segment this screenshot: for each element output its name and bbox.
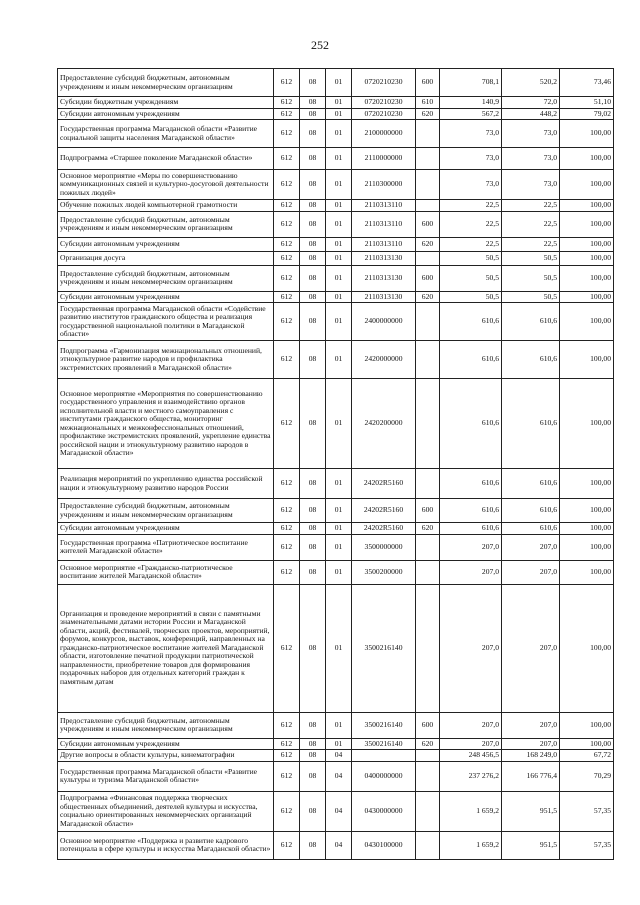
row-subsection-code: 01: [326, 237, 352, 251]
table-row: [58, 97, 614, 109]
row-planned-amount: 610,6: [440, 303, 502, 341]
row-target-code: 2110313110: [352, 237, 416, 251]
row-target-code: 2110313130: [352, 291, 416, 303]
row-executed-amount: 610,6: [502, 523, 560, 535]
row-section-code: 08: [300, 148, 326, 170]
row-name: Обучение пожилых людей компьютерной грамотности: [58, 200, 274, 212]
row-section-code: 08: [300, 738, 326, 750]
row-execution-percent: 100,00: [560, 251, 614, 265]
row-ministry-code: 612: [274, 303, 300, 341]
row-subsection-code: 01: [326, 534, 352, 560]
row-expense-type: 620: [416, 237, 440, 251]
row-subsection-code: 01: [326, 469, 352, 499]
row-expense-type: [416, 148, 440, 170]
row-executed-amount: 22,5: [502, 237, 560, 251]
row-target-code: 2400000000: [352, 303, 416, 341]
row-planned-amount: 1 659,2: [440, 791, 502, 831]
row-planned-amount: 50,5: [440, 265, 502, 291]
row-name: Предоставление субсидий бюджетным, автономным учреждениям и иным некоммерческим организациям: [58, 499, 274, 523]
row-executed-amount: 951,5: [502, 791, 560, 831]
row-execution-percent: 79,02: [560, 108, 614, 120]
row-section-code: 08: [300, 97, 326, 109]
row-section-code: 08: [300, 120, 326, 148]
table-row: [58, 170, 614, 200]
row-executed-amount: 168 249,0: [502, 750, 560, 762]
row-execution-percent: 100,00: [560, 265, 614, 291]
row-planned-amount: 22,5: [440, 200, 502, 212]
row-target-code: 2100000000: [352, 120, 416, 148]
row-name: Основное мероприятие «Гражданско-патриотическое воспитание жителей Магаданской области»: [58, 560, 274, 584]
row-expense-type: [416, 303, 440, 341]
row-name: Предоставление субсидий бюджетным, автономным учреждениям и иным некоммерческим организациям: [58, 211, 274, 237]
row-executed-amount: 207,0: [502, 712, 560, 738]
row-section-code: 08: [300, 379, 326, 469]
row-target-code: 3500000000: [352, 534, 416, 560]
row-execution-percent: 100,00: [560, 148, 614, 170]
row-planned-amount: 50,5: [440, 291, 502, 303]
table-row: [58, 560, 614, 584]
row-target-code: 0430100000: [352, 831, 416, 859]
row-ministry-code: 612: [274, 170, 300, 200]
row-planned-amount: 140,9: [440, 97, 502, 109]
table-row: [58, 712, 614, 738]
row-executed-amount: 610,6: [502, 499, 560, 523]
row-section-code: 08: [300, 791, 326, 831]
row-subsection-code: 04: [326, 761, 352, 791]
row-expense-type: [416, 584, 440, 712]
row-execution-percent: 100,00: [560, 341, 614, 379]
row-planned-amount: 207,0: [440, 738, 502, 750]
row-name: Организация досуга: [58, 251, 274, 265]
row-planned-amount: 50,5: [440, 251, 502, 265]
row-section-code: 08: [300, 341, 326, 379]
row-executed-amount: 207,0: [502, 534, 560, 560]
row-target-code: 0400000000: [352, 761, 416, 791]
row-ministry-code: 612: [274, 791, 300, 831]
row-ministry-code: 612: [274, 108, 300, 120]
row-name: Основное мероприятие «Мероприятия по совершенствованию государственного управления и взаимодействию органов исполнительной власти и местного самоуправления с институтами гражданского общества, мониторинг межнациональных и межконфессиональных отношений, профилактике экстремистских проявлений, укрепление единства российской нации и этнокультурному развитию народов в Магаданской области»: [58, 379, 274, 469]
row-expense-type: [416, 379, 440, 469]
row-executed-amount: 207,0: [502, 738, 560, 750]
row-expense-type: 600: [416, 499, 440, 523]
table-row: [58, 534, 614, 560]
row-executed-amount: 73,0: [502, 148, 560, 170]
row-executed-amount: 50,5: [502, 265, 560, 291]
row-name: Государственная программа Магаданской области «Содействие развитию институтов гражданского общества и реализация государственной национальной политики в Магаданской области»: [58, 303, 274, 341]
row-section-code: 08: [300, 303, 326, 341]
row-expense-type: 600: [416, 265, 440, 291]
row-target-code: 3500216140: [352, 584, 416, 712]
row-ministry-code: 612: [274, 379, 300, 469]
row-subsection-code: 01: [326, 584, 352, 712]
row-ministry-code: 612: [274, 831, 300, 859]
table-row: [58, 584, 614, 712]
row-expense-type: [416, 791, 440, 831]
table-row: [58, 469, 614, 499]
row-ministry-code: 612: [274, 237, 300, 251]
row-name: Субсидии автономным учреждениям: [58, 108, 274, 120]
row-target-code: 0720210230: [352, 97, 416, 109]
row-subsection-code: 01: [326, 200, 352, 212]
row-subsection-code: 01: [326, 251, 352, 265]
row-ministry-code: 612: [274, 291, 300, 303]
table-row: [58, 108, 614, 120]
row-expense-type: [416, 761, 440, 791]
row-target-code: 2110300000: [352, 170, 416, 200]
row-name: Подпрограмма «Финансовая поддержка творческих общественных объединений, деятелей культуры и искусства, социально ориентированных некоммерческих организаций Магаданской области»: [58, 791, 274, 831]
row-planned-amount: 207,0: [440, 584, 502, 712]
table-row: [58, 237, 614, 251]
table-row: [58, 148, 614, 170]
row-target-code: 2110313110: [352, 211, 416, 237]
row-section-code: 08: [300, 291, 326, 303]
row-executed-amount: 72,0: [502, 97, 560, 109]
row-planned-amount: 73,0: [440, 170, 502, 200]
row-section-code: 08: [300, 211, 326, 237]
row-expense-type: [416, 341, 440, 379]
row-executed-amount: 448,2: [502, 108, 560, 120]
row-ministry-code: 612: [274, 211, 300, 237]
row-section-code: 08: [300, 761, 326, 791]
row-execution-percent: 73,46: [560, 69, 614, 97]
row-name: Предоставление субсидий бюджетным, автономным учреждениям и иным некоммерческим организациям: [58, 712, 274, 738]
row-planned-amount: 1 659,2: [440, 831, 502, 859]
row-execution-percent: 100,00: [560, 523, 614, 535]
row-executed-amount: 73,0: [502, 170, 560, 200]
row-target-code: 2110313130: [352, 251, 416, 265]
row-expense-type: 600: [416, 69, 440, 97]
row-name: Основное мероприятие «Меры по совершенствованию коммуникационных связей и культурно-досуговой деятельности пожилых людей»: [58, 170, 274, 200]
row-subsection-code: 01: [326, 108, 352, 120]
row-planned-amount: 610,6: [440, 341, 502, 379]
row-expense-type: [416, 170, 440, 200]
row-expense-type: [416, 560, 440, 584]
row-execution-percent: 100,00: [560, 120, 614, 148]
row-target-code: 2420200000: [352, 379, 416, 469]
row-execution-percent: 100,00: [560, 303, 614, 341]
row-section-code: 08: [300, 560, 326, 584]
row-name: Предоставление субсидий бюджетным, автономным учреждениям и иным некоммерческим организациям: [58, 265, 274, 291]
row-target-code: 3500200000: [352, 560, 416, 584]
table-row: [58, 291, 614, 303]
row-ministry-code: 612: [274, 523, 300, 535]
row-planned-amount: 22,5: [440, 211, 502, 237]
row-ministry-code: 612: [274, 560, 300, 584]
table-row: [58, 120, 614, 148]
table-row: [58, 303, 614, 341]
table-row: [58, 523, 614, 535]
row-target-code: 24202R5160: [352, 469, 416, 499]
row-ministry-code: 612: [274, 341, 300, 379]
row-name: Субсидии бюджетным учреждениям: [58, 97, 274, 109]
table-row: [58, 69, 614, 97]
row-expense-type: [416, 120, 440, 148]
row-section-code: 08: [300, 69, 326, 97]
row-ministry-code: 612: [274, 97, 300, 109]
row-section-code: 08: [300, 750, 326, 762]
row-ministry-code: 612: [274, 738, 300, 750]
row-subsection-code: 04: [326, 750, 352, 762]
table-row: [58, 251, 614, 265]
row-section-code: 08: [300, 108, 326, 120]
row-expense-type: 610: [416, 97, 440, 109]
row-target-code: 3500216140: [352, 738, 416, 750]
row-subsection-code: 01: [326, 712, 352, 738]
row-subsection-code: 01: [326, 560, 352, 584]
row-planned-amount: 237 276,2: [440, 761, 502, 791]
row-subsection-code: 01: [326, 738, 352, 750]
row-section-code: 08: [300, 831, 326, 859]
row-executed-amount: 610,6: [502, 379, 560, 469]
row-execution-percent: 67,72: [560, 750, 614, 762]
row-subsection-code: 04: [326, 831, 352, 859]
table-row: [58, 831, 614, 859]
row-name: Субсидии автономным учреждениям: [58, 523, 274, 535]
row-subsection-code: 04: [326, 791, 352, 831]
row-subsection-code: 01: [326, 499, 352, 523]
row-target-code: 2420000000: [352, 341, 416, 379]
row-planned-amount: 567,2: [440, 108, 502, 120]
row-ministry-code: 612: [274, 251, 300, 265]
row-subsection-code: 01: [326, 265, 352, 291]
row-target-code: 0430000000: [352, 791, 416, 831]
row-subsection-code: 01: [326, 120, 352, 148]
row-expense-type: 620: [416, 523, 440, 535]
row-name: Подпрограмма «Старшее поколение Магаданской области»: [58, 148, 274, 170]
row-target-code: 2110313110: [352, 200, 416, 212]
row-name: Организация и проведение мероприятий в связи с памятными знаменательными датами истории России и Магаданской области, акций, фестивалей, творческих проектов, мероприятий, форумов, конкурсов, выставок, конференций, направленных на гражданско-патриотическое воспитание жителей Магаданской области, изготовление печатной продукции патриотической направленности, приобретение товаров для формирования подарочных наборов для отдельных категорий граждан к памятным датам: [58, 584, 274, 712]
row-execution-percent: 100,00: [560, 200, 614, 212]
row-name: Подпрограмма «Гармонизация межнациональных отношений, этнокультурное развитие народов и профилактика экстремистских проявлений в Магаданской области»: [58, 341, 274, 379]
row-section-code: 08: [300, 499, 326, 523]
row-target-code: 0720210230: [352, 69, 416, 97]
row-section-code: 08: [300, 534, 326, 560]
row-executed-amount: 610,6: [502, 469, 560, 499]
row-planned-amount: 207,0: [440, 534, 502, 560]
row-planned-amount: 708,1: [440, 69, 502, 97]
row-section-code: 08: [300, 251, 326, 265]
row-planned-amount: 207,0: [440, 712, 502, 738]
row-name: Другие вопросы в области культуры, кинематографии: [58, 750, 274, 762]
row-expense-type: 620: [416, 108, 440, 120]
row-planned-amount: 22,5: [440, 237, 502, 251]
row-target-code: 24202R5160: [352, 499, 416, 523]
row-subsection-code: 01: [326, 97, 352, 109]
row-executed-amount: 166 776,4: [502, 761, 560, 791]
row-name: Основное мероприятие «Поддержка и развитие кадрового потенциала в сфере культуры и искусства Магаданской области»: [58, 831, 274, 859]
row-planned-amount: 248 456,5: [440, 750, 502, 762]
row-planned-amount: 207,0: [440, 560, 502, 584]
row-subsection-code: 01: [326, 379, 352, 469]
row-ministry-code: 612: [274, 120, 300, 148]
row-executed-amount: 610,6: [502, 341, 560, 379]
row-section-code: 08: [300, 584, 326, 712]
row-section-code: 08: [300, 200, 326, 212]
row-ministry-code: 612: [274, 712, 300, 738]
row-section-code: 08: [300, 170, 326, 200]
row-subsection-code: 01: [326, 148, 352, 170]
row-subsection-code: 01: [326, 211, 352, 237]
table-row: [58, 341, 614, 379]
row-target-code: 2110000000: [352, 148, 416, 170]
row-planned-amount: 73,0: [440, 120, 502, 148]
row-name: Реализация мероприятий по укреплению единства российской нации и этнокультурному развитию народов России: [58, 469, 274, 499]
row-expense-type: 600: [416, 712, 440, 738]
row-executed-amount: 50,5: [502, 291, 560, 303]
row-name: Государственная программа Магаданской области «Развитие социальной защиты населения Магаданской области»: [58, 120, 274, 148]
row-ministry-code: 612: [274, 200, 300, 212]
table-row: [58, 211, 614, 237]
row-expense-type: 600: [416, 211, 440, 237]
row-expense-type: [416, 469, 440, 499]
row-ministry-code: 612: [274, 584, 300, 712]
row-subsection-code: 01: [326, 523, 352, 535]
row-execution-percent: 100,00: [560, 534, 614, 560]
row-executed-amount: 610,6: [502, 303, 560, 341]
row-section-code: 08: [300, 469, 326, 499]
row-subsection-code: 01: [326, 291, 352, 303]
row-ministry-code: 612: [274, 469, 300, 499]
table-row: [58, 379, 614, 469]
table-row: [58, 738, 614, 750]
table-row: [58, 750, 614, 762]
row-expense-type: [416, 200, 440, 212]
row-expense-type: [416, 251, 440, 265]
row-expense-type: [416, 534, 440, 560]
row-execution-percent: 100,00: [560, 712, 614, 738]
table-row: [58, 791, 614, 831]
row-execution-percent: 100,00: [560, 379, 614, 469]
row-name: Государственная программа «Патриотическое воспитание жителей Магаданской области»: [58, 534, 274, 560]
row-name: Субсидии автономным учреждениям: [58, 738, 274, 750]
row-executed-amount: 73,0: [502, 120, 560, 148]
table-row: [58, 499, 614, 523]
row-execution-percent: 100,00: [560, 499, 614, 523]
row-target-code: [352, 750, 416, 762]
row-planned-amount: 610,6: [440, 469, 502, 499]
row-ministry-code: 612: [274, 499, 300, 523]
row-planned-amount: 73,0: [440, 148, 502, 170]
row-execution-percent: 70,29: [560, 761, 614, 791]
row-executed-amount: 50,5: [502, 251, 560, 265]
row-ministry-code: 612: [274, 265, 300, 291]
row-execution-percent: 57,35: [560, 831, 614, 859]
row-ministry-code: 612: [274, 534, 300, 560]
row-executed-amount: 22,5: [502, 200, 560, 212]
row-section-code: 08: [300, 265, 326, 291]
row-execution-percent: 51,10: [560, 97, 614, 109]
row-section-code: 08: [300, 712, 326, 738]
row-ministry-code: 612: [274, 69, 300, 97]
row-execution-percent: 100,00: [560, 584, 614, 712]
row-name: Субсидии автономным учреждениям: [58, 237, 274, 251]
table-row: [58, 200, 614, 212]
row-executed-amount: 207,0: [502, 584, 560, 712]
row-expense-type: 620: [416, 291, 440, 303]
row-execution-percent: 100,00: [560, 738, 614, 750]
table-body: [58, 69, 614, 860]
row-executed-amount: 22,5: [502, 211, 560, 237]
row-target-code: 24202R5160: [352, 523, 416, 535]
table-row: [58, 265, 614, 291]
page-number: 252: [311, 38, 329, 52]
row-execution-percent: 100,00: [560, 291, 614, 303]
row-ministry-code: 612: [274, 750, 300, 762]
row-ministry-code: 612: [274, 148, 300, 170]
row-execution-percent: 100,00: [560, 170, 614, 200]
row-ministry-code: 612: [274, 761, 300, 791]
row-subsection-code: 01: [326, 303, 352, 341]
row-execution-percent: 100,00: [560, 469, 614, 499]
row-executed-amount: 520,2: [502, 69, 560, 97]
row-executed-amount: 207,0: [502, 560, 560, 584]
row-planned-amount: 610,6: [440, 523, 502, 535]
row-execution-percent: 100,00: [560, 237, 614, 251]
row-execution-percent: 57,35: [560, 791, 614, 831]
row-name: Предоставление субсидий бюджетным, автономным учреждениям и иным некоммерческим организациям: [58, 69, 274, 97]
budget-table: [57, 68, 614, 860]
row-executed-amount: 951,5: [502, 831, 560, 859]
row-subsection-code: 01: [326, 170, 352, 200]
row-target-code: 2110313130: [352, 265, 416, 291]
row-expense-type: [416, 750, 440, 762]
row-target-code: 3500216140: [352, 712, 416, 738]
row-execution-percent: 100,00: [560, 211, 614, 237]
row-target-code: 0720210230: [352, 108, 416, 120]
row-execution-percent: 100,00: [560, 560, 614, 584]
row-name: Субсидии автономным учреждениям: [58, 291, 274, 303]
row-planned-amount: 610,6: [440, 379, 502, 469]
row-subsection-code: 01: [326, 69, 352, 97]
row-planned-amount: 610,6: [440, 499, 502, 523]
table-row: [58, 761, 614, 791]
row-expense-type: [416, 831, 440, 859]
row-section-code: 08: [300, 523, 326, 535]
row-expense-type: 620: [416, 738, 440, 750]
row-name: Государственная программа Магаданской области «Развитие культуры и туризма Магаданской области»: [58, 761, 274, 791]
row-subsection-code: 01: [326, 341, 352, 379]
row-section-code: 08: [300, 237, 326, 251]
